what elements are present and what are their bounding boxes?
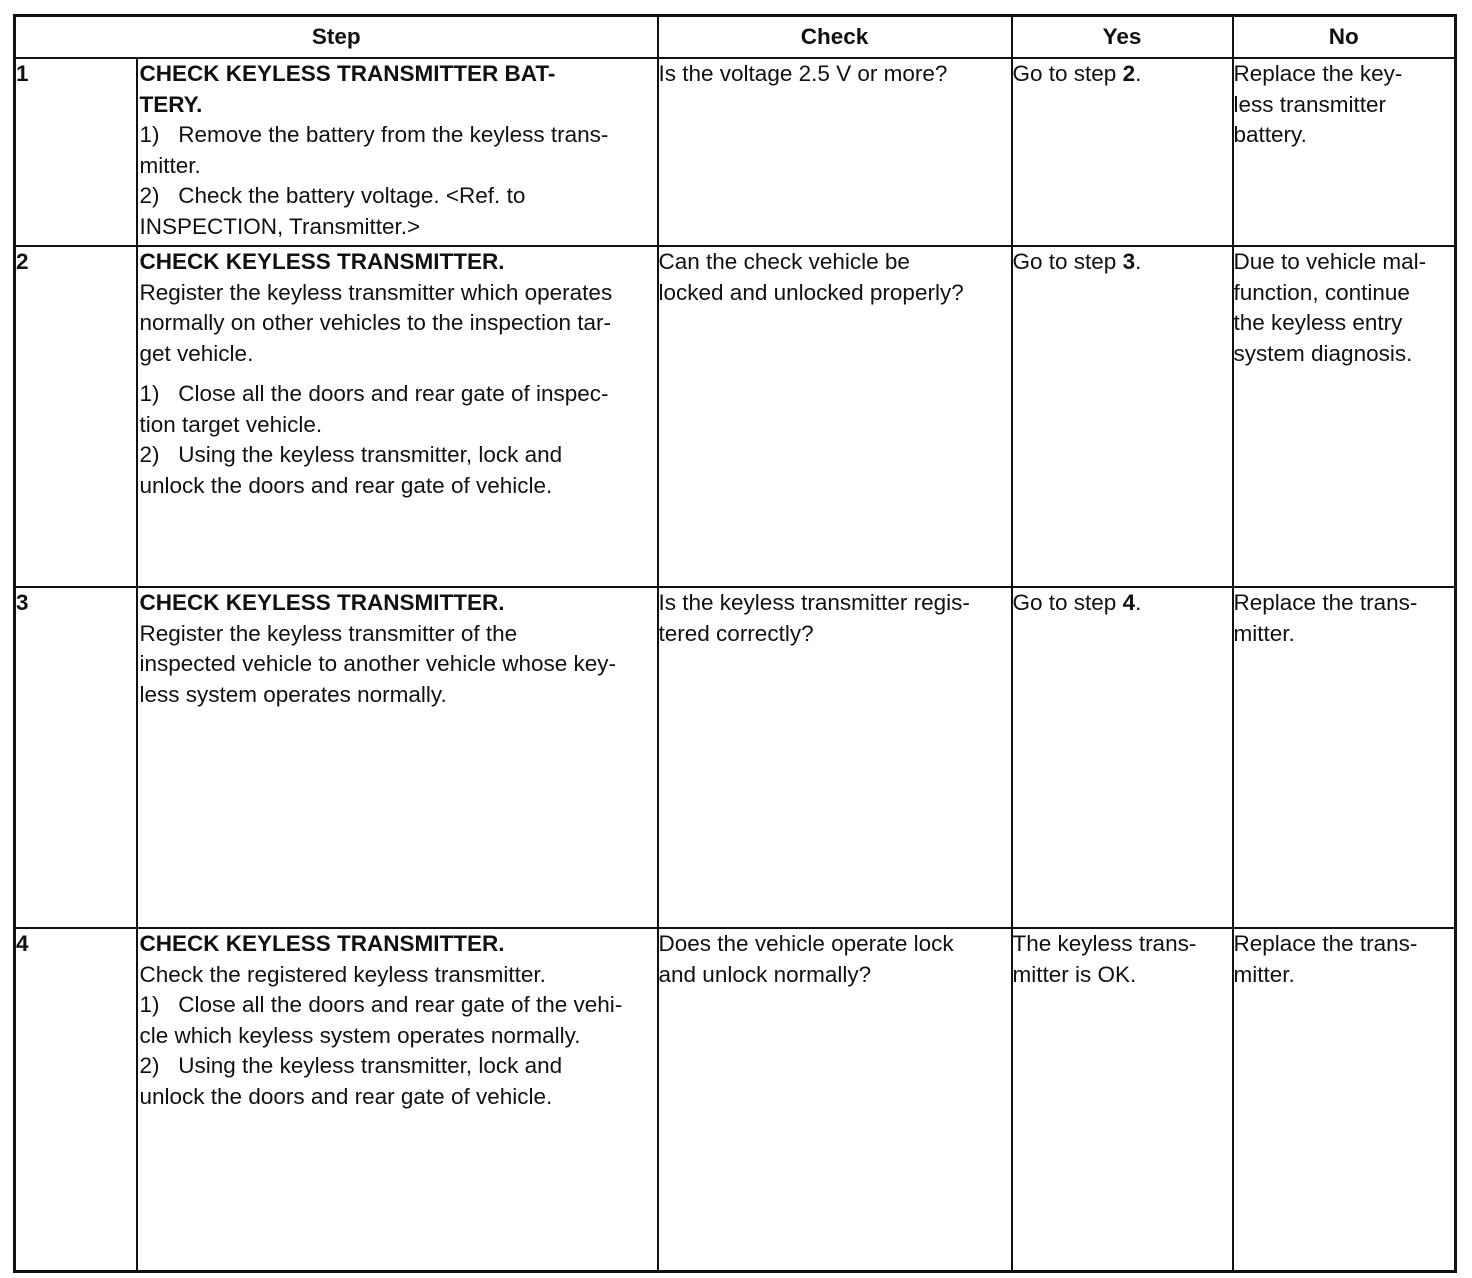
step-text-line: normally on other vehicles to the inspection tar- [139,310,611,335]
check-cell [658,246,1012,587]
step-text-line: 1) Close all the doors and rear gate of inspec- [139,381,609,406]
yes-suffix: . [1135,249,1142,274]
check-text-line: Is the voltage 2.5 V or more? [658,61,948,86]
step-text-line: 2) Using the keyless transmitter, lock and [139,442,563,467]
diagnosis-table [13,14,1457,1273]
no-text-line: less transmitter [1233,91,1387,117]
step-cell [137,246,658,587]
no-cell [1233,58,1456,246]
yes-cell [1012,587,1233,928]
step-text-line: Check the registered keyless transmitter. [139,961,546,987]
table-row [15,587,1456,928]
step-title-line: CHECK KEYLESS TRANSMITTER. [139,249,505,274]
yes-text [1013,247,1232,278]
no-text-line: Due to vehicle mal- [1233,249,1427,274]
no-text-line: mitter. [1233,620,1295,646]
no-text-line: mitter. [1233,961,1295,987]
step-text-line: Register the keyless transmitter of the [139,620,518,646]
header-step: Step [15,16,658,59]
yes-cell [1012,246,1233,587]
step-text-line: unlock the doors and rear gate of vehicle. [139,1083,553,1109]
step-text-line: 1) Remove the battery from the keyless trans- [139,122,609,147]
yes-prefix: Go to step [1012,249,1123,274]
step-cell [137,587,658,928]
step-title-line: CHECK KEYLESS TRANSMITTER. [139,931,505,956]
step-text-line: 1) Close all the doors and rear gate of the vehi- [139,992,623,1017]
step-number: 2 [15,246,137,587]
check-text-line: and unlock normally? [658,961,872,987]
step-text-line: 2) Check the battery voltage. <Ref. to [139,183,526,208]
no-text-line: Replace the key- [1233,61,1403,86]
step-content [16,247,657,501]
step-number: 4 [15,928,137,1271]
step-text-line: get vehicle. [139,340,254,366]
no-cell [1233,928,1456,1271]
yes-suffix: . [1135,590,1142,615]
step-text-line: inspected vehicle to another vehicle whose key- [139,651,617,676]
paragraph-gap [140,369,655,379]
yes-cell [1012,58,1233,246]
step-text-line: Register the keyless transmitter which operates [139,279,613,305]
table-row [15,58,1456,246]
step-content [16,929,657,1112]
check-cell [658,928,1012,1271]
no-text-line: system diagnosis. [1233,340,1413,366]
step-1-full-title [0,0,1,1]
yes-step-number: 2 [1122,61,1136,86]
check-text-line: Can the check vehicle be [658,249,910,274]
check-text-line: Is the keyless transmitter regis- [658,590,970,615]
no-text-line: Replace the trans- [1233,590,1418,615]
yes-cell [1012,928,1233,1271]
no-text-line: function, continue [1233,279,1410,305]
check-text-line: locked and unlocked properly? [658,279,964,305]
yes-text-line: The keyless trans- [1012,931,1197,956]
step-text-line: 2) Using the keyless transmitter, lock and [139,1053,563,1078]
no-cell [1233,587,1456,928]
step-text-line: less system operates normally. [139,681,447,707]
step-cell [137,58,658,246]
yes-prefix: Go to step [1012,61,1123,86]
header-yes: Yes [1012,16,1233,59]
yes-text [1013,59,1232,90]
yes-prefix: Go to step [1012,590,1123,615]
step-title-line: CHECK KEYLESS TRANSMITTER BAT- [139,61,556,86]
check-cell [658,58,1012,246]
step-number: 1 [15,58,137,246]
no-text-line: the keyless entry [1233,310,1403,335]
step-title-line: CHECK KEYLESS TRANSMITTER. [139,590,505,615]
check-text-line: tered correctly? [658,620,814,646]
header-no: No [1233,16,1456,59]
yes-text [1013,588,1232,619]
no-text-line: battery. [1233,122,1307,147]
step-text-line: mitter. [139,152,201,178]
table-row [15,246,1456,587]
step-text-line: tion target vehicle. [139,411,323,437]
yes-step-number: 4 [1122,590,1136,615]
yes-text-line: mitter is OK. [1012,961,1137,987]
yes-step-number: 3 [1122,249,1136,274]
header-check: Check [658,16,1012,59]
step-number: 3 [15,587,137,928]
step-text-line: unlock the doors and rear gate of vehicle. [139,472,553,498]
step-content [16,59,657,242]
step-cell [137,928,658,1271]
header-row [15,16,1456,59]
table-row [15,928,1456,1271]
step-text-line: INSPECTION, Transmitter.> [139,213,421,239]
check-cell [658,587,1012,928]
yes-suffix: . [1135,61,1142,86]
check-text-line: Does the vehicle operate lock [658,931,954,956]
no-text-line: Replace the trans- [1233,931,1418,956]
no-cell [1233,246,1456,587]
step-title-line: TERY. [139,91,203,117]
step-text-line: cle which keyless system operates normally. [139,1022,581,1048]
step-content [16,588,657,710]
